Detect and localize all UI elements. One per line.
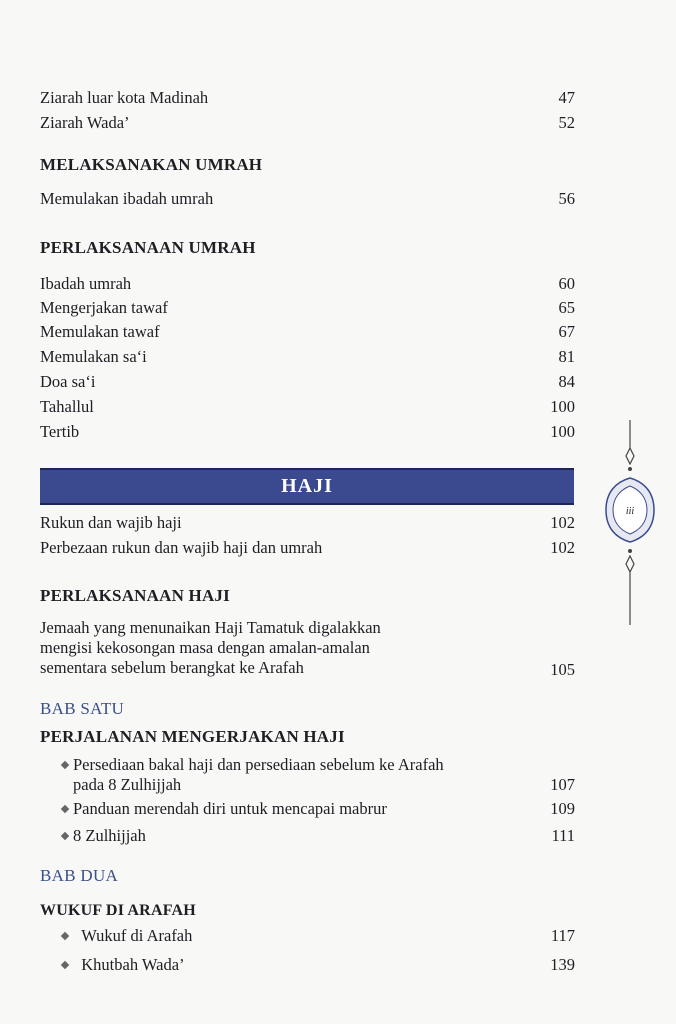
entry-label: Doa sa‘i xyxy=(40,372,96,391)
toc-entry-multiline xyxy=(62,755,575,795)
entry-page: 81 xyxy=(558,347,575,366)
entry-page: 100 xyxy=(550,397,575,416)
entry-page: 56 xyxy=(558,189,575,208)
chapter-title: HAJI xyxy=(281,475,333,497)
entry-page: 52 xyxy=(558,113,575,132)
entry-page: 107 xyxy=(550,775,575,794)
entry-label: Tertib xyxy=(40,422,80,441)
chapter-label: BAB DUA xyxy=(40,866,119,885)
diamond-bullet-icon xyxy=(61,805,69,813)
entry-page: 117 xyxy=(550,926,575,945)
diamond-bullet-icon xyxy=(61,832,69,840)
diamond-bullet-icon xyxy=(61,761,69,769)
entry-page: 109 xyxy=(550,799,575,818)
entry-line xyxy=(62,755,575,775)
entry-page: 111 xyxy=(551,826,575,845)
entry-page: 65 xyxy=(558,298,575,317)
chapter-label: BAB SATU xyxy=(40,699,125,718)
section-heading: MELAKSANAKAN UMRAH xyxy=(40,155,263,174)
section-heading: PERJALANAN MENGERJAKAN HAJI xyxy=(40,727,345,746)
page-numeral: iii xyxy=(625,506,635,517)
entry-line: mengisi kekosongan masa dengan amalan-amalan xyxy=(40,638,370,657)
entry-label: Tahallul xyxy=(40,397,94,416)
entry-label: Khutbah Wada’ xyxy=(81,955,185,974)
entry-page: 67 xyxy=(558,322,575,341)
entry-label: Persediaan bakal haji dan persediaan sebelum ke Arafah xyxy=(73,755,444,774)
entry-page: 105 xyxy=(550,660,575,679)
entry-label: Rukun dan wajib haji xyxy=(40,513,182,532)
entry-line: sementara sebelum berangkat ke Arafah xyxy=(40,658,304,677)
entry-page: 102 xyxy=(550,513,575,532)
entry-label: Panduan merendah diri untuk mencapai mabrur xyxy=(73,799,387,818)
chapter-band xyxy=(40,468,574,505)
section-heading: PERLAKSANAAN UMRAH xyxy=(40,238,256,257)
entry-page: 102 xyxy=(550,538,575,557)
entry-page: 100 xyxy=(550,422,575,441)
diamond-bullet-icon xyxy=(61,961,69,969)
entry-label: Memulakan ibadah umrah xyxy=(40,189,214,208)
page-number-ornament xyxy=(600,420,660,630)
entry-page: 47 xyxy=(558,88,575,107)
entry-label: Perbezaan rukun dan wajib haji dan umrah xyxy=(40,538,323,557)
entry-label: Wukuf di Arafah xyxy=(81,926,193,945)
entry-label: 8 Zulhijjah xyxy=(73,826,146,845)
entry-label: Ziarah Wada’ xyxy=(40,113,130,132)
toc-entry-multiline xyxy=(40,618,575,680)
entry-page: 139 xyxy=(550,955,575,974)
entry-line: pada 8 Zulhijjah xyxy=(73,775,182,794)
entry-label: Memulakan sa‘i xyxy=(40,347,147,366)
entry-label: Memulakan tawaf xyxy=(40,322,160,341)
section-heading: PERLAKSANAAN HAJI xyxy=(40,586,230,605)
entry-line: Jemaah yang menunaikan Haji Tamatuk digalakkan xyxy=(40,618,381,637)
entry-page: 60 xyxy=(558,274,575,293)
entry-label: Ibadah umrah xyxy=(40,274,132,293)
entry-label: Mengerjakan tawaf xyxy=(40,298,168,317)
diamond-bullet-icon xyxy=(61,932,69,940)
section-heading: WUKUF DI ARAFAH xyxy=(40,902,196,919)
entry-label: Ziarah luar kota Madinah xyxy=(40,88,209,107)
entry-page: 84 xyxy=(558,372,575,391)
